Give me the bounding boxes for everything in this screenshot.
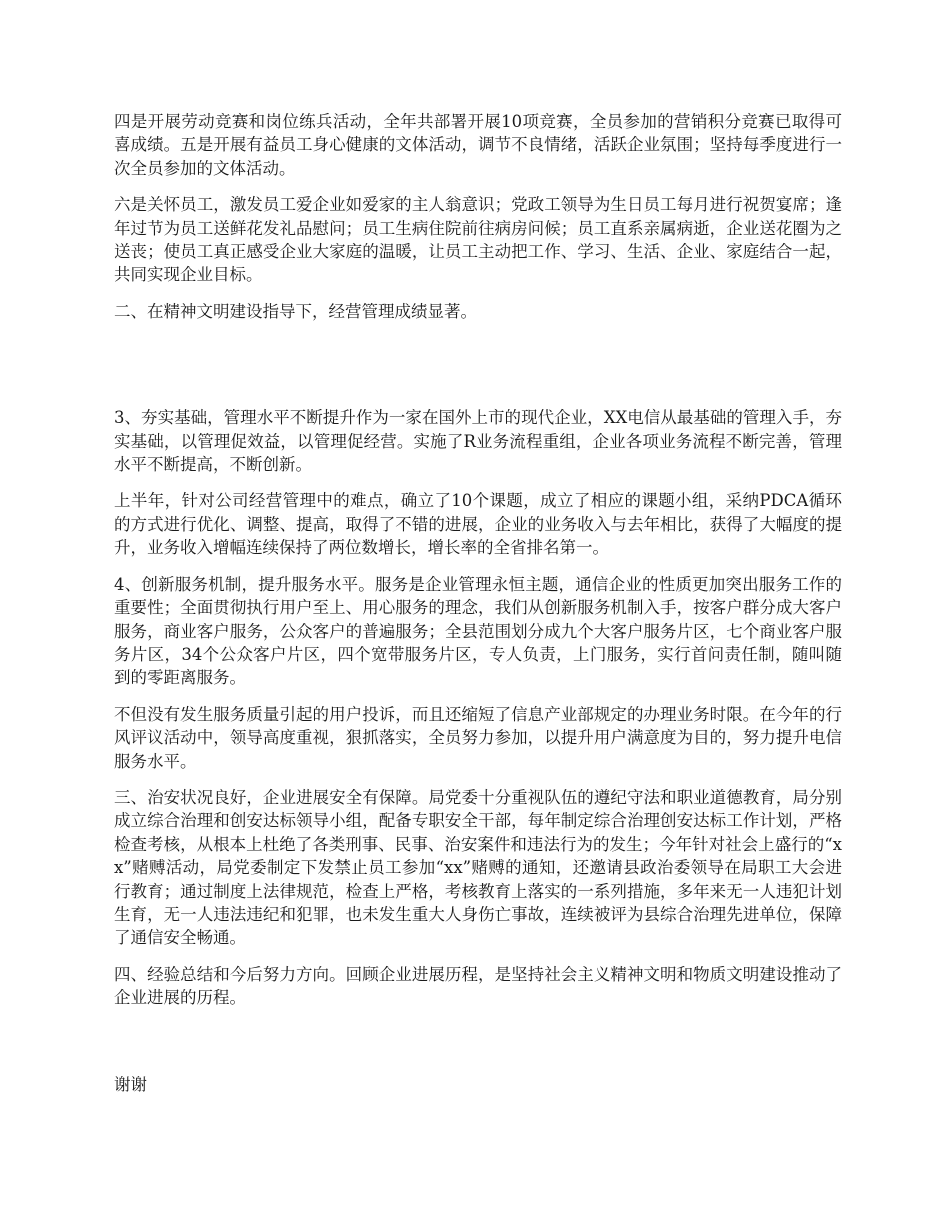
paragraph-employee-care: 六是关怀员工，激发员工爱企业如爱家的主人翁意识；党政工领导为生日员工每月进行祝贺宴席；逢年过节为员工送鲜花发礼品慰问；员工生病住院前往病房问候；员工直系亲属病逝，企业送花圈为之送丧；使员工真正感受企业大家庭的温暖，让员工主动把工作、学习、生活、企业、家庭结合一起，共同实现企业目标。 — [114, 195, 842, 285]
paragraph-labor-competition: 四是开展劳动竞赛和岗位练兵活动，全年共部署开展10项竞赛，全员参加的营销积分竞赛已取得可喜成绩。五是开展有益员工身心健康的文体活动，调节不良情绪，活跃企业氛围；坚持每季度进行一次全员参加的文体活动。 — [114, 112, 842, 178]
paragraph-first-half-year: 上半年，针对公司经营管理中的难点，确立了10个课题，成立了相应的课题小组，采纳PDCA循环的方式进行优化、调整、提高，取得了不错的进展，企业的业务收入与去年相比，获得了大幅度的提升，业务收入增幅连续保持了两位数增长，增长率的全省排名第一。 — [114, 491, 842, 558]
paragraph-service-innovation: 4、创新服务机制，提升服务水平。服务是企业管理永恒主题，通信企业的性质更加突出服务工作的重要性；全面贯彻执行用户至上、用心服务的理念，我们从创新服务机制入手，按客户群分成大客户服务，商业客户服务，公众客户的普遍服务；全县范围划分成九个大客户服务片区，七个商业客户服务片区，34个公众客户片区，四个宽带服务片区，专人负责，上门服务，实行首问责任制，随叫随到的零距离服务。 — [114, 574, 842, 688]
paragraph-public-security: 三、治安状况良好，企业进展安全有保障。局党委十分重视队伍的遵纪守法和职业道德教育，局分别成立综合治理和创安达标领导小组，配备专职安全干部，每年制定综合治理创安达标工作计划，严格检查考核，从根本上杜绝了各类刑事、民事、治安案件和违法行为的发生；今年针对社会上盛行的“xx”赌赙活动，局党委制定下发禁止员工参加“xx”赌赙的通知，还邀请县政治委领导在局职工大会进行教育；通过制度上法律规范，检查上严格，考核教育上落实的一系列措施，多年来无一人违犯计划生育，无一人违法违纪和犯罪，也未发生重大人身伤亡事故，连续被评为县综合治理先进单位，保障了通信安全畅通。 — [114, 787, 842, 948]
paragraph-strengthen-foundation: 3、夯实基础，管理水平不断提升作为一家在国外上市的现代企业，XX电信从最基础的管理入手，夯实基础，以管理促效益，以管理促经营。实施了R业务流程重组，企业各项业务流程不断完善，管理水平不断提高，不断创新。 — [114, 408, 842, 475]
paragraph-summary: 四、经验总结和今后努力方向。回顾企业进展历程，是坚持社会主义精神文明和物质文明建设推动了企业进展的历程。 — [114, 964, 842, 1008]
closing-gap — [114, 1023, 842, 1073]
paragraph-no-complaints: 不但没有发生服务质量引起的用户投诉，而且还缩短了信息产业部规定的办理业务时限。在今年的行风评议活动中，领导高度重视，狠抓落实，全员努力参加，以提升用户满意度为目的，努力提升电信服务水平。 — [114, 704, 842, 771]
section-gap — [114, 336, 842, 406]
closing-thanks: 谢谢 — [114, 1074, 147, 1094]
document-page — [114, 110, 842, 1109]
section-heading-management: 二、在精神文明建设指导下，经营管理成绩显著。 — [114, 301, 477, 321]
